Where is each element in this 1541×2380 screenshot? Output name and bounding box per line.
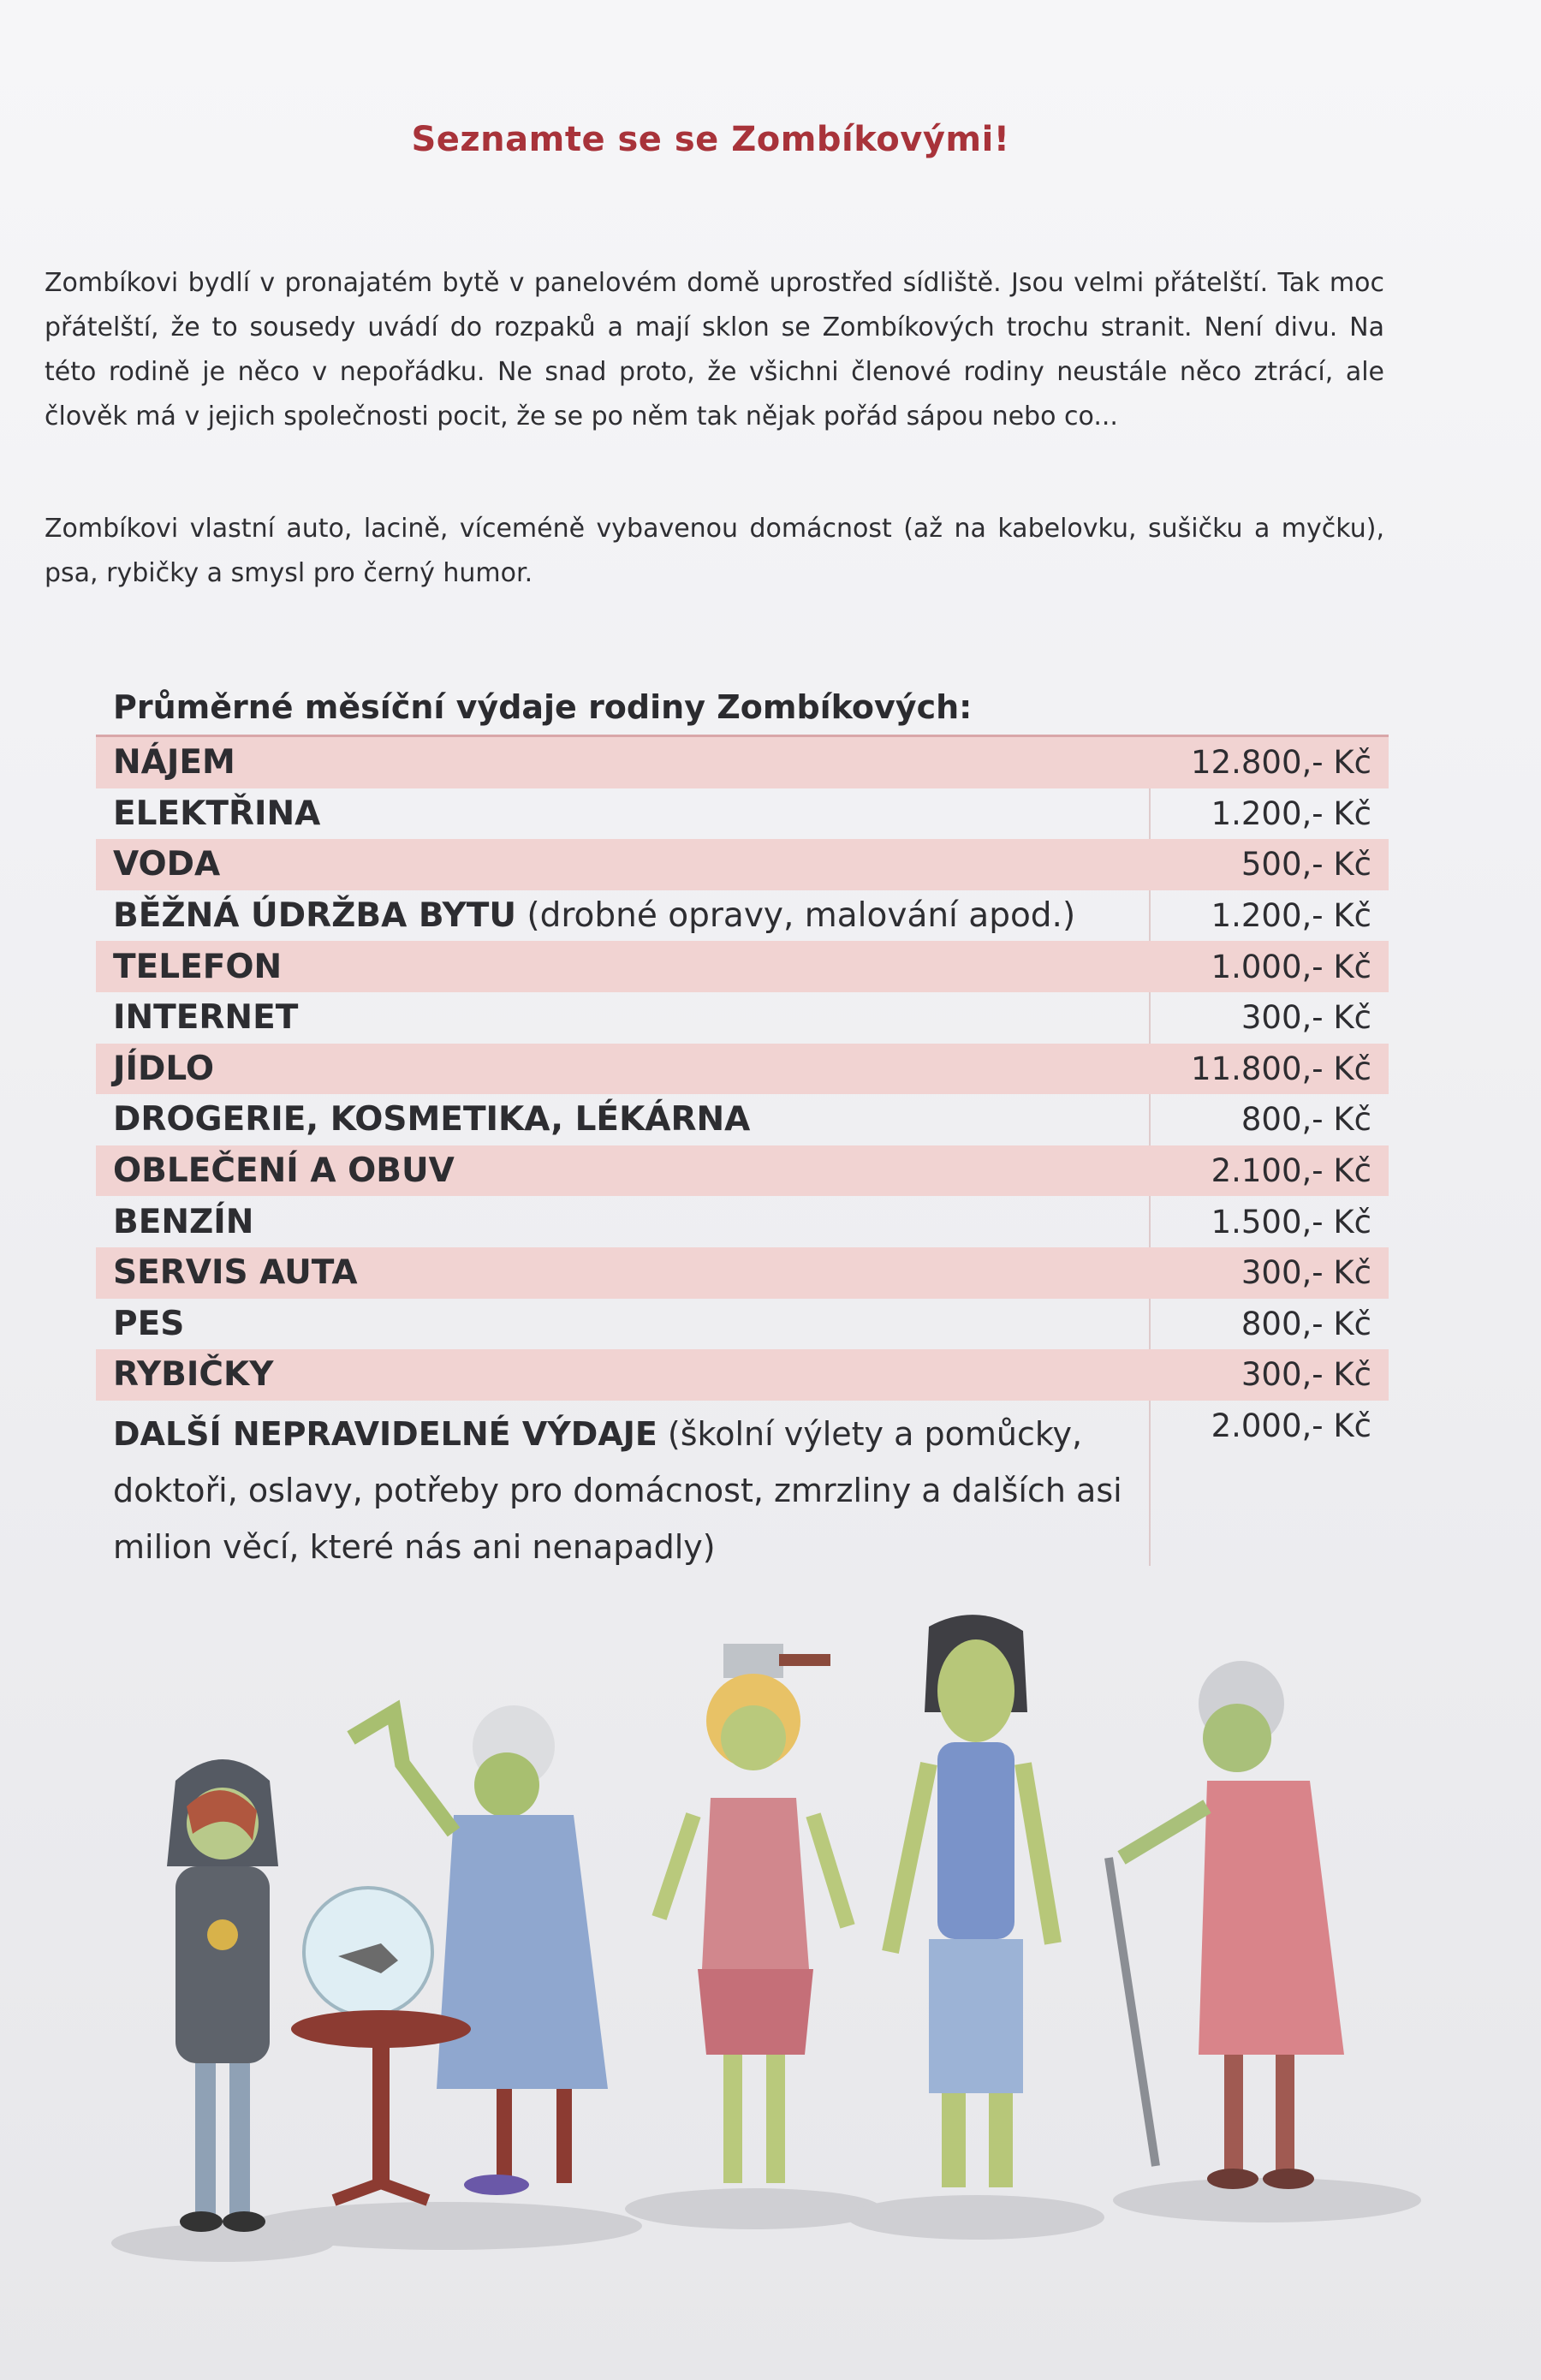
expense-value: 1.500,- Kč [1211,1203,1371,1241]
table-row [96,788,1389,840]
expense-name: OBLEČENÍ A OBUV [113,1151,455,1191]
expense-value: 2.000,- Kč [1211,1407,1371,1444]
father-zombie-figure [890,1615,1053,2187]
expense-note: (školní výlety a pomůcky, doktoři, oslavy, potřeby pro domácnost, zmrzliny a dalších asi milion věcí, které nás ani nenapadly) [113,1414,1122,1566]
expense-note: (drobné opravy, malování apod.) [516,896,1076,936]
table-row [96,1247,1389,1299]
expense-name: INTERNET [113,998,299,1038]
expense-label [113,998,1157,1037]
expense-label [113,1305,1157,1343]
expense-label [113,896,1157,935]
expense-name: BENZÍN [113,1202,254,1241]
expense-label [113,1406,1157,1575]
shadow [848,2195,1104,2240]
expense-value: 12.800,- Kč [1191,744,1371,782]
expense-label [113,794,1157,833]
shadow [248,2202,642,2250]
zombie-family-illustration [94,1609,1430,2294]
expense-value: 2.100,- Kč [1211,1152,1371,1190]
expense-name: PES [113,1304,185,1343]
table-row [96,839,1389,890]
expense-name: VODA [113,845,221,884]
expense-label [113,845,1157,884]
seated-zombie-with-fishbowl-figure [291,1705,608,2200]
expense-label [113,948,1157,986]
expense-name: SERVIS AUTA [113,1253,358,1293]
expense-value: 800,- Kč [1241,1305,1371,1342]
table-row [96,1145,1389,1197]
child-zombie-figure [167,1759,278,2232]
table-row [96,992,1389,1044]
table-row [96,1094,1389,1145]
expense-label [113,1355,1157,1394]
table-row [96,737,1389,788]
table-row [96,1349,1389,1401]
table-row [96,1044,1389,1095]
shadow [1113,2178,1421,2222]
expense-value: 1.200,- Kč [1211,794,1371,832]
ownership-paragraph: Zombíkovi vlastní auto, lacině, víceméně vybavenou domácnost (až na kabelovku, sušičku a myčku), psa, rybičky a smysl pro černý humor. [45,514,1384,588]
expense-name: JÍDLO [113,1049,215,1088]
expense-name: DROGERIE, KOSMETIKA, LÉKÁRNA [113,1100,751,1139]
intro-paragraph: Zombíkovi bydlí v pronajatém bytě v panelovém domě uprostřed sídliště. Jsou velmi přátelští. Tak moc přátelští, že to sousedy uvádí do rozpaků a mají sklon se Zombíkových trochu stranit. Není divu. Na této rodině je něco v nepořádku. Ne snad proto, že všichni členové rodiny neustále něco ztrácí, ale člověk má v jejich společnosti pocit, že se po něm tak nějak pořád sápou nebo co... [45,268,1384,431]
page-title: Seznamte se se Zombíkovými! [411,120,1010,159]
expense-value: 800,- Kč [1241,1101,1371,1139]
shadow [625,2188,882,2229]
expense-label [113,1050,1157,1088]
teen-zombie-with-cleaver-figure [659,1644,848,2183]
table-row [96,1299,1389,1350]
expense-label [113,743,1157,782]
expense-value: 500,- Kč [1241,846,1371,884]
expenses-table-title: Průměrné měsíční výdaje rodiny Zombíkových: [113,688,973,726]
expense-value: 11.800,- Kč [1191,1050,1371,1087]
expense-value: 1.200,- Kč [1211,897,1371,935]
expense-value: 300,- Kč [1241,1356,1371,1394]
expenses-table [96,735,1389,1566]
expense-value: 300,- Kč [1241,999,1371,1037]
expense-value: 1.000,- Kč [1211,948,1371,985]
table-row [96,941,1389,992]
expense-name: NÁJEM [113,743,235,782]
expense-name: BĚŽNÁ ÚDRŽBA BYTU [113,896,516,936]
table-row [96,1196,1389,1247]
expense-name: TELEFON [113,947,283,986]
elderly-zombie-with-cane-figure [1109,1661,1344,2189]
expense-label [113,1253,1157,1292]
expense-label [113,1203,1157,1241]
expense-name: DALŠÍ NEPRAVIDELNÉ VÝDAJE [113,1414,657,1453]
expense-value: 300,- Kč [1241,1254,1371,1292]
expense-name: RYBIČKY [113,1355,274,1395]
expense-label [113,1100,1157,1139]
table-row [96,890,1389,942]
expense-name: ELEKTŘINA [113,794,321,833]
expense-label [113,1151,1157,1190]
table-row [96,1401,1389,1566]
